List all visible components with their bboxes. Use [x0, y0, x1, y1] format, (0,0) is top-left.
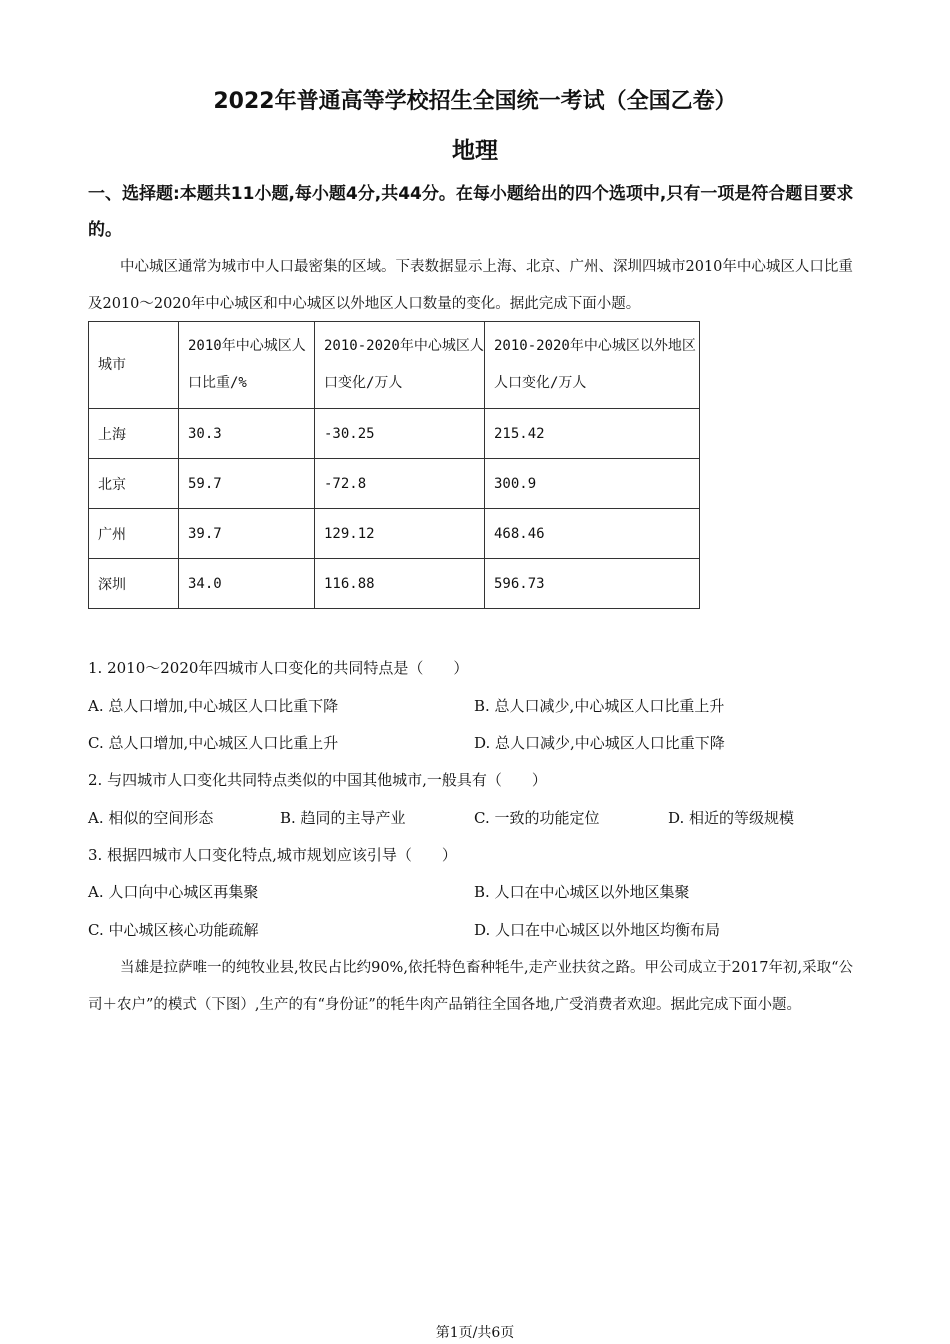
question-3-option-b: B. 人口在中心城区以外地区集聚 — [474, 883, 690, 901]
question-2-option-a: A. 相似的空间形态 — [88, 809, 214, 827]
question-2-option-d: D. 相近的等级规模 — [668, 809, 795, 827]
table-cell: 300.9 — [485, 459, 700, 509]
section-heading: 一、选择题:本题共11小题,每小题4分,共44分。在每小题给出的四个选项中,只有一项是符合题目要求的。 — [88, 184, 854, 240]
table-cell: 39.7 — [179, 509, 315, 559]
table-header-row — [89, 322, 700, 409]
table-header-cell: 2010年中心城区人口比重/% — [179, 322, 315, 409]
table-cell: 59.7 — [179, 459, 315, 509]
question-1-option-c: C. 总人口增加,中心城区人口比重上升 — [88, 734, 339, 752]
table-cell: 129.12 — [315, 509, 485, 559]
question-2-option-c: C. 一致的功能定位 — [474, 809, 600, 827]
question-3-option-a: A. 人口向中心城区再集聚 — [88, 883, 259, 901]
table-cell: 215.42 — [485, 409, 700, 459]
subject-title: 地理 — [452, 138, 498, 164]
passage-2: 当雄是拉萨唯一的纯牧业县,牧民占比约90%,依托特色畜种牦牛,走产业扶贫之路。甲公司成立于2017年初,采取“公司＋农户”的模式（下图）,生产的有“身份证”的牦牛肉产品销往全国各地,广受消费者欢迎。据此完成下面小题。 — [88, 960, 853, 1013]
passage-1: 中心城区通常为城市中人口最密集的区域。下表数据显示上海、北京、广州、深圳四城市2010年中心城区人口比重及2010～2020年中心城区和中心城区以外地区人口数量的变化。据此完成下面小题。 — [88, 259, 853, 312]
table-cell: 广州 — [89, 509, 179, 559]
question-3-option-c: C. 中心城区核心功能疏解 — [88, 921, 259, 939]
question-1-option-b: B. 总人口减少,中心城区人口比重上升 — [474, 697, 725, 715]
population-table — [88, 321, 700, 609]
table-cell: 上海 — [89, 409, 179, 459]
question-1-option-a: A. 总人口增加,中心城区人口比重下降 — [88, 697, 339, 715]
question-2-stem: 2. 与四城市人口变化共同特点类似的中国其他城市,一般具有（ ） — [88, 771, 547, 789]
exam-title: 2022年普通高等学校招生全国统一考试（全国乙卷） — [213, 89, 737, 114]
question-3-stem: 3. 根据四城市人口变化特点,城市规划应该引导（ ） — [88, 846, 457, 864]
question-3-option-d: D. 人口在中心城区以外地区均衡布局 — [474, 921, 721, 939]
table-cell: 34.0 — [179, 559, 315, 609]
page-number: 第1页/共6页 — [435, 1325, 515, 1341]
table-cell: -30.25 — [315, 409, 485, 459]
table-row — [89, 559, 700, 609]
table-row — [89, 509, 700, 559]
table-cell: 北京 — [89, 459, 179, 509]
table-row — [89, 409, 700, 459]
table-cell: 596.73 — [485, 559, 700, 609]
question-1-stem: 1. 2010～2020年四城市人口变化的共同特点是（ ） — [88, 659, 469, 677]
table-header-cell: 2010-2020年中心城区人口变化/万人 — [315, 322, 485, 409]
table-cell: 30.3 — [179, 409, 315, 459]
table-cell: 深圳 — [89, 559, 179, 609]
question-1-option-d: D. 总人口减少,中心城区人口比重下降 — [474, 734, 725, 752]
table-cell: 468.46 — [485, 509, 700, 559]
question-2-option-b: B. 趋同的主导产业 — [280, 809, 406, 827]
table-cell: 116.88 — [315, 559, 485, 609]
table-header-cell: 城市 — [89, 322, 179, 409]
table-row — [89, 459, 700, 509]
table-header-cell: 2010-2020年中心城区以外地区人口变化/万人 — [485, 322, 700, 409]
table-cell: -72.8 — [315, 459, 485, 509]
